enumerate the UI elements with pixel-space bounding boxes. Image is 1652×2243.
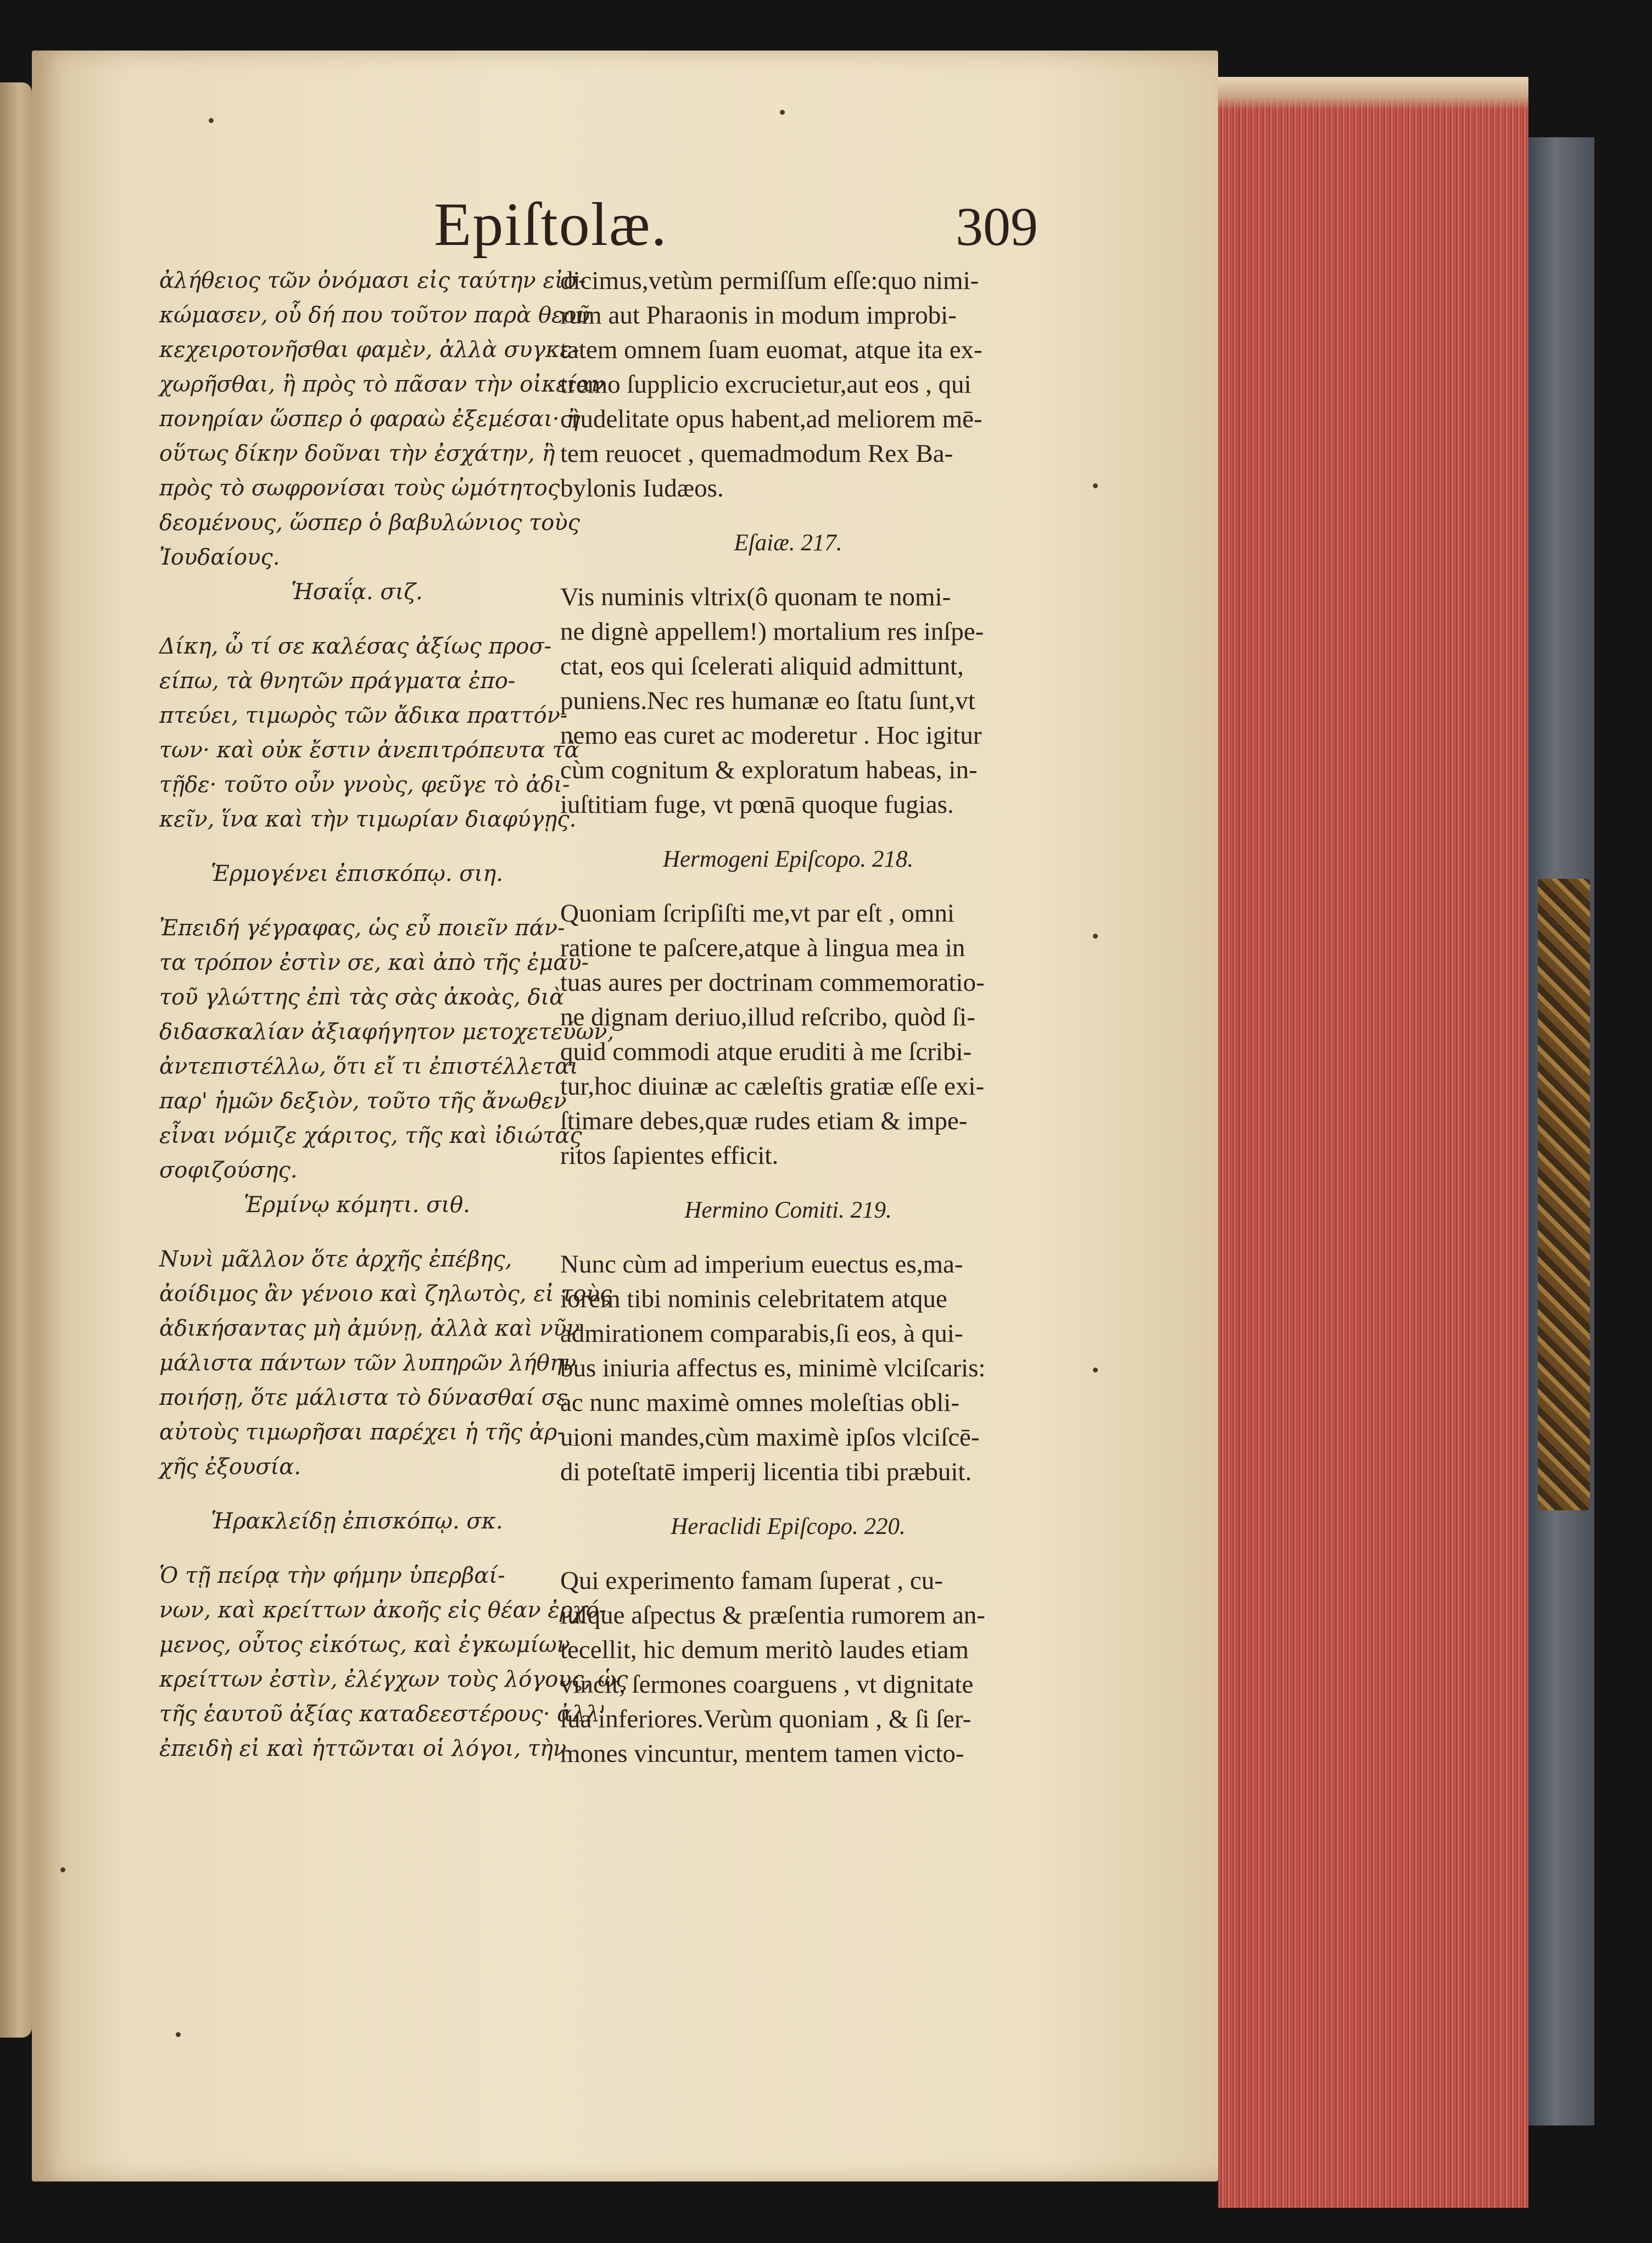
line-spacer (560, 1489, 1016, 1509)
text-line: σοφιζούσης. (159, 1158, 298, 1183)
line-spacer (560, 1173, 1016, 1193)
text-line: Vis numinis vltrix(ô quonam te nomi- (560, 583, 951, 611)
print-speck (1093, 483, 1098, 488)
text-line: tecellit, hic demum meritò laudes etiam (560, 1636, 969, 1664)
text-line: Ἐπειδή γέγραφας, ὡς εὖ ποιεῖν πάν- (159, 916, 565, 941)
marbled-binding (1538, 879, 1590, 1510)
text-line: admirationem comparabis,ſi eos, à qui- (560, 1319, 963, 1348)
text-line: tatem omnem ſuam euomat, atque ita ex- (560, 336, 983, 364)
text-line: χωρῆσθαι, ἢ πρὸς τὸ πᾶσαν τὴν οἰκείαν (159, 372, 605, 397)
letter-heading: Ἡσαΐᾳ. σιζ. (291, 579, 423, 605)
text-line: ſua inferiores.Verùm quoniam , & ſi ſer- (560, 1705, 972, 1733)
text-line: tur,hoc diuinæ ac cæleſtis gratiæ eſſe exi- (560, 1072, 985, 1101)
page-block-fore-edge (1218, 77, 1528, 2208)
line-spacer (159, 891, 555, 911)
letter-heading: Ἑρμογένει ἐπισκόπῳ. σιη. (211, 861, 503, 886)
text-line: μενος, οὗτος εἰκότως, καὶ ἐγκωμίων (159, 1632, 570, 1658)
print-speck (1093, 1368, 1098, 1372)
text-line: puniens.Nec res humanæ eo ſtatu ſunt,vt (560, 687, 975, 715)
print-speck (60, 1867, 65, 1872)
text-line: di poteſtatē imperij licentia tibi præbuit. (560, 1458, 972, 1486)
text-line: κεχειροτονῆσθαι φαμὲν, ἀλλὰ συγκε- (159, 337, 579, 362)
text-line: ἀδικήσαντας μὴ ἀμύνῃ, ἀλλὰ καὶ νῦν (159, 1316, 580, 1341)
running-title: Epiſtolæ. (434, 191, 668, 259)
text-line: mones vincuntur, mentem tamen victo- (560, 1739, 964, 1768)
text-line: νων, καὶ κρείττων ἀκοῆς εἰς θέαν ἐρχό- (159, 1598, 607, 1623)
greek-text-column (159, 264, 628, 1766)
page-number: 309 (956, 196, 1038, 257)
text-line: ἐπειδὴ εἰ καὶ ἡττῶνται οἱ λόγοι, τὴν (159, 1736, 567, 1761)
line-spacer (159, 610, 555, 629)
text-line: Ἰουδαίους. (159, 545, 280, 570)
page-block-top-shading (1218, 77, 1528, 110)
text-line: iuſtitiam fuge, vt pœnā quoque fugias. (560, 790, 954, 819)
text-line: tremo ſupplicio excrucietur,aut eos , qui (560, 370, 972, 399)
line-spacer (560, 1227, 1016, 1247)
print-speck (780, 110, 785, 115)
line-spacer (560, 822, 1016, 842)
text-line: ne dignam deriuo,illud reſcribo, quòd ſi- (560, 1003, 975, 1031)
text-line: Quoniam ſcripſiſti me,vt par eſt , omni (560, 899, 955, 928)
text-line: Δίκη, ὦ τί σε καλέσας ἀξίως προσ- (159, 634, 552, 659)
text-line: ratione te paſcere,atque à lingua mea in (560, 934, 965, 962)
text-line: ne dignè appellem!) mortalium res inſpe- (560, 617, 984, 646)
print-speck (209, 118, 214, 123)
letter-heading: Hermogeni Epiſcopo. 218. (662, 846, 914, 872)
text-line: vincit, ſermones coarguens , vt dignitate (560, 1670, 974, 1699)
text-line: των· καὶ οὐκ ἔστιν ἀνεπιτρόπευτα τὰ (159, 738, 579, 763)
line-spacer (159, 1539, 555, 1559)
text-line: Qui experimento famam ſuperat , cu- (560, 1566, 943, 1595)
text-line: ἀοίδιμος ἂν γένοιο καὶ ζηλωτὸς, εἰ τοὺς (159, 1281, 612, 1307)
line-spacer (560, 877, 1016, 896)
letter-heading: Ἑρμίνῳ κόμητι. σιθ. (244, 1192, 470, 1218)
line-spacer (560, 506, 1016, 526)
text-line: cùm cognitum & exploratum habeas, in- (560, 756, 978, 784)
text-line: δεομένους, ὥσπερ ὁ βαβυλώνιος τοὺς (159, 510, 581, 535)
text-line: οὕτως δίκην δοῦναι τὴν ἐσχάτην, ἢ (159, 441, 555, 466)
text-line: τῇδε· τοῦτο οὖν γνοὺς, φεῦγε τὸ ἀδι- (159, 772, 570, 797)
text-line: ἀντεπιστέλλω, ὅτι εἴ τι ἐπιστέλλεται (159, 1054, 578, 1079)
line-spacer (159, 1485, 555, 1504)
text-line: μάλιστα πάντων τῶν λυπηρῶν λήθην (159, 1351, 577, 1376)
text-line: uioni mandes,cùm maximè ipſos vlciſcē- (560, 1423, 980, 1452)
text-line: rum aut Pharaonis in modum improbi- (560, 301, 957, 330)
text-line: ποιήσῃ, ὅτε μάλιστα τὸ δύνασθαί σε (159, 1385, 568, 1410)
text-line: quid commodi atque eruditi à me ſcribi- (560, 1037, 972, 1066)
text-line: τοῦ γλώττης ἐπὶ τὰς σὰς ἀκοὰς, διὰ (159, 985, 565, 1010)
text-line: tuas aures per doctrinam commemoratio- (560, 968, 985, 997)
letter-heading: Hermino Comiti. 219. (684, 1197, 892, 1223)
print-speck (1093, 934, 1098, 939)
letter-heading: Heraclidi Epiſcopo. 220. (671, 1514, 906, 1539)
text-line: Nunc cùm ad imperium euectus es,ma- (560, 1250, 963, 1279)
text-line: dicimus,vetùm permiſſum eſſe:quo nimi- (560, 266, 979, 295)
letter-heading: Eſaiæ. 217. (734, 530, 842, 556)
text-line: ac nunc maximè omnes moleſtias obli- (560, 1388, 960, 1417)
line-spacer (159, 837, 555, 857)
text-line: ctat, eos qui ſcelerati aliquid admittunt, (560, 652, 964, 680)
text-line: διδασκαλίαν ἀξιαφήγητον μετοχετεύων, (159, 1019, 615, 1045)
text-line: είπω, τὰ θνητῶν πράγματα ἐπο- (159, 668, 516, 694)
text-line: κρείττων ἐστὶν, ἐλέγχων τοὺς λόγους, ὡς (159, 1667, 628, 1692)
text-line: ritos ſapientes efficit. (560, 1141, 779, 1170)
text-line: iorem tibi nominis celebritatem atque (560, 1285, 947, 1313)
text-line: nemo eas curet ac moderetur . Hoc igitur (560, 721, 982, 750)
text-line: κώμασεν, οὗ δή που τοῦτον παρὰ θεοῦ (159, 303, 590, 328)
text-line: αὐτοὺς τιμωρῆσαι παρέχει ἡ τῆς ἀρ- (159, 1420, 565, 1445)
text-line: κεῖν, ἵνα καὶ τὴν τιμωρίαν διαφύγῃς. (159, 807, 577, 832)
text-line: πρὸς τὸ σωφρονίσαι τοὺς ὠμότητος (159, 476, 560, 501)
line-spacer (560, 1544, 1016, 1564)
text-line: πτεύει, τιμωρὸς τῶν ἄδικα πραττόν- (159, 703, 568, 728)
letter-heading: Ἡρακλείδῃ ἐπισκόπῳ. σκ. (211, 1509, 503, 1534)
line-spacer (159, 1223, 555, 1242)
text-line: bus iniuria affectus es, minimè vlciſcaris: (560, 1354, 986, 1382)
text-line: τα τρόπον ἐστὶν σε, καὶ ἀπὸ τῆς ἐμαυ- (159, 950, 589, 975)
text-line: bylonis Iudæos. (560, 474, 724, 503)
latin-text-column (560, 264, 1016, 1771)
text-line: ἀλήθειος τῶν ὀνόμασι εἰς ταύτην εἰσ- (159, 268, 586, 293)
text-line: χῆς ἐξουσία. (159, 1454, 301, 1480)
text-line: tem reuocet , quemadmodum Rex Ba- (560, 439, 953, 468)
text-line: ſtimare debes,quæ rudes etiam & impe- (560, 1107, 968, 1135)
text-line: εἶναι νόμιζε χάριτος, τῆς καὶ ἰδιώτας (159, 1123, 582, 1148)
text-line: crudelitate opus habent,ad meliorem mē- (560, 405, 983, 433)
text-line: πονηρίαν ὥσπερ ὁ φαραὼ ἐξεμέσαι· ἢ (159, 406, 580, 432)
facing-page-edge (0, 82, 32, 2038)
line-spacer (560, 560, 1016, 580)
text-line: iuſque aſpectus & præſentia rumorem an- (560, 1601, 985, 1630)
text-line: Ὁ τῇ πείρᾳ τὴν φήμην ὑπερβαί- (159, 1563, 505, 1588)
text-line: τῆς ἑαυτοῦ ἀξίας καταδεεστέρους· ἀλλ' (159, 1701, 606, 1727)
print-speck (176, 2032, 181, 2037)
text-line: Νυνὶ μᾶλλον ὅτε ἀρχῆς ἐπέβης, (159, 1247, 512, 1272)
text-line: παρ' ἡμῶν δεξιὸν, τοῦτο τῆς ἄνωθεν (159, 1089, 567, 1114)
